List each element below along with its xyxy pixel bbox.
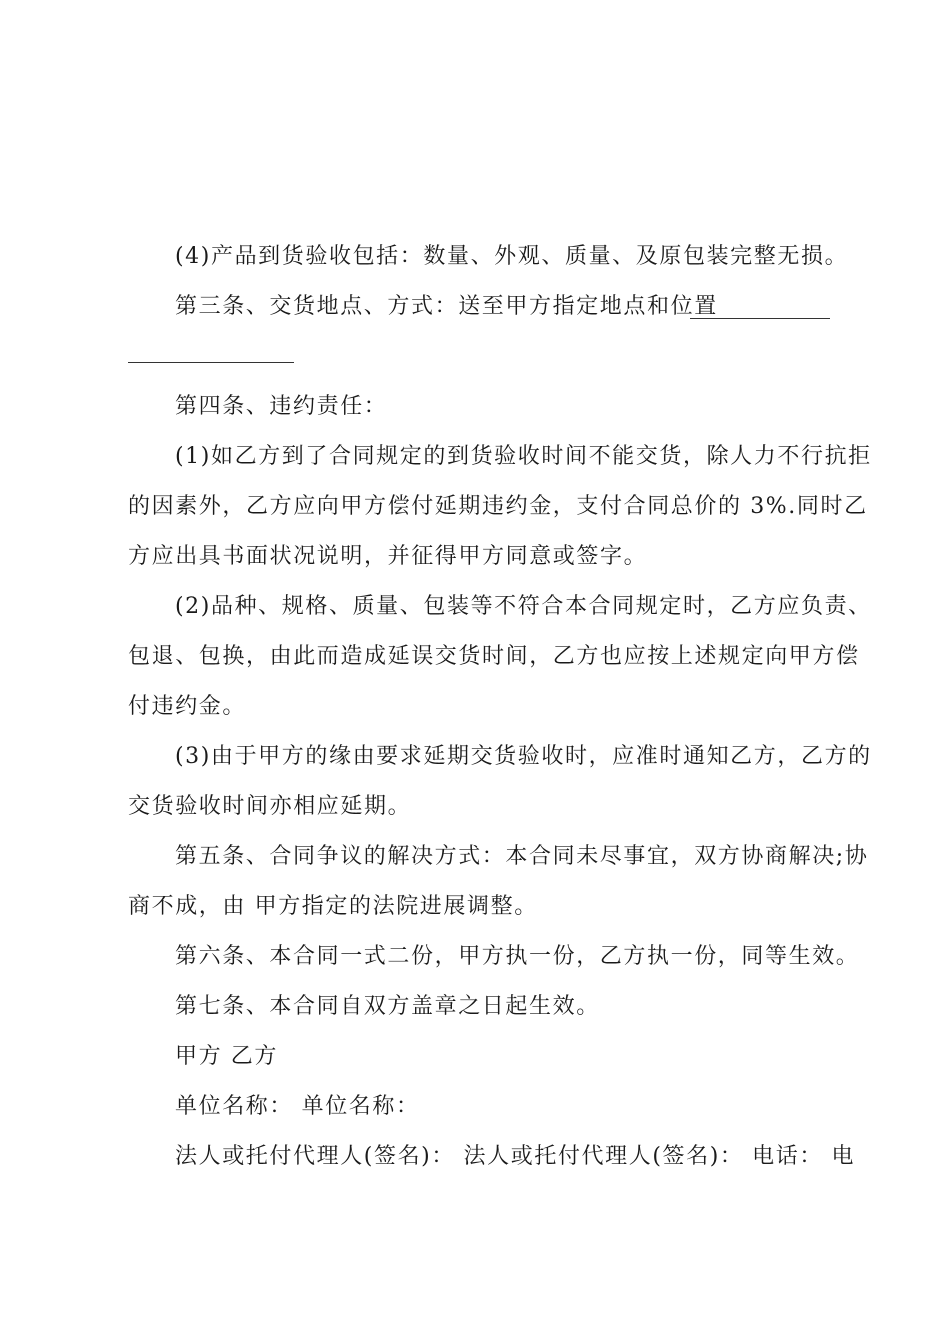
unit-name-row: 单位名称： 单位名称：: [175, 1094, 420, 1119]
article-4-item-2-line-1: (2)品种、规格、质量、包装等不符合本合同规定时，乙方应负责、: [175, 594, 872, 619]
article-6: 第六条、本合同一式二份，甲方执一份，乙方执一份，同等生效。: [175, 944, 860, 969]
delivery-location-blank: [690, 318, 830, 319]
article-4-item-3-line-1: (3)由于甲方的缘由要求延期交货验收时，应准时通知乙方，乙方的: [175, 744, 872, 769]
delivery-location-blank-continued: [128, 362, 294, 363]
article-4-item-3-line-2: 交货验收时间亦相应延期。: [128, 794, 412, 819]
clause-3-item-4: (4)产品到货验收包括：数量、外观、质量、及原包装完整无损。: [175, 244, 849, 269]
article-5-line-1: 第五条、合同争议的解决方式：本合同未尽事宜，双方协商解决;协: [175, 844, 869, 869]
article-4-heading: 第四条、违约责任：: [175, 394, 388, 419]
article-3-delivery: 第三条、交货地点、方式：送至甲方指定地点和位置: [175, 294, 718, 319]
article-4-item-2-line-2: 包退、包换，由此而造成延误交货时间，乙方也应按上述规定向甲方偿: [128, 644, 860, 669]
article-7: 第七条、本合同自双方盖章之日起生效。: [175, 994, 600, 1019]
article-5-line-2: 商不成，由 甲方指定的法院进展调整。: [128, 894, 538, 919]
article-4-item-1-line-1: (1)如乙方到了合同规定的到货验收时间不能交货，除人力不行抗拒: [175, 444, 872, 469]
article-4-item-1-line-3: 方应出具书面状况说明，并征得甲方同意或签字。: [128, 544, 648, 569]
article-4-item-1-line-2: 的因素外，乙方应向甲方偿付延期违约金，支付合同总价的 3%.同时乙: [128, 494, 868, 519]
parties-heading: 甲方 乙方: [175, 1044, 278, 1069]
signature-row: 法人或托付代理人(签名)： 法人或托付代理人(签名)： 电话： 电: [175, 1144, 856, 1169]
article-4-item-2-line-3: 付违约金。: [128, 694, 247, 719]
